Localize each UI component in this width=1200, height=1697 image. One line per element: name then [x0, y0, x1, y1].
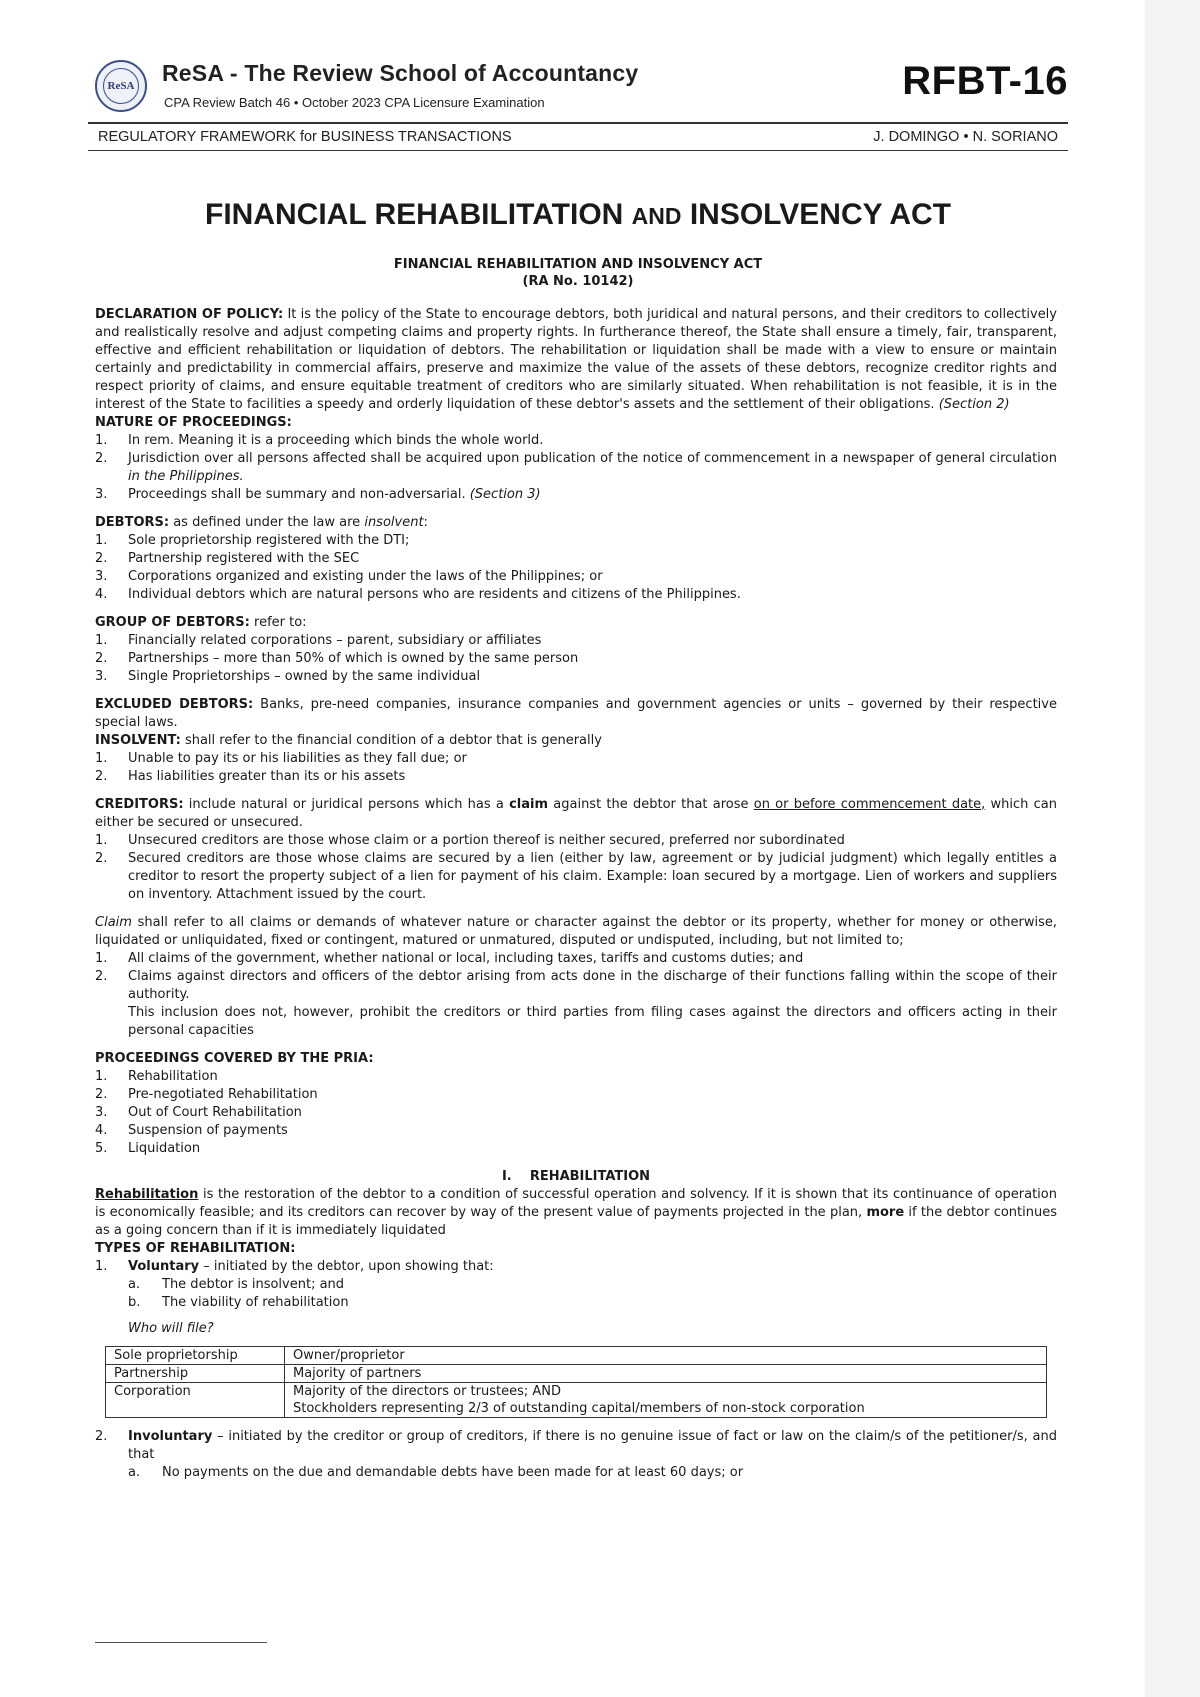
item-letter: a.	[128, 1277, 141, 1292]
declaration-paragraph	[95, 306, 1057, 414]
subtitle	[88, 256, 1068, 290]
voluntary-text: – initiated by the debtor, upon showing that:	[199, 1259, 494, 1274]
table-row	[106, 1383, 1047, 1418]
proceedings-list	[95, 1068, 1057, 1158]
list-item	[95, 1086, 1057, 1104]
table-cell-entity: Corporation	[106, 1383, 285, 1418]
list-item-involuntary	[95, 1428, 1057, 1482]
item-number: 1.	[95, 1069, 108, 1084]
insolvent-list	[95, 750, 1057, 786]
filer-line-1: Majority of the directors or trustees; AND	[293, 1384, 562, 1399]
item-text: Single Proprietorships – owned by the same individual	[128, 669, 481, 684]
subject-name: REGULATORY FRAMEWORK for BUSINESS TRANSACTIONS	[98, 129, 512, 145]
list-item	[95, 1140, 1057, 1158]
item-text: The debtor is insolvent; and	[162, 1277, 345, 1292]
rehab-more: more	[866, 1205, 905, 1220]
list-item	[95, 950, 1057, 968]
item-text: All claims of the government, whether national or local, including taxes, tariffs and customs duties; and	[128, 951, 804, 966]
item-text: Proceedings shall be summary and non-adversarial.	[128, 487, 470, 502]
list-item	[95, 568, 1057, 586]
creditors-label: CREDITORS:	[95, 797, 184, 812]
item-text: Sole proprietorship registered with the DTI;	[128, 533, 410, 548]
document-body	[95, 306, 1057, 1482]
list-item	[95, 832, 1057, 850]
item-number: 3.	[95, 1105, 108, 1120]
voluntary-sublist	[128, 1276, 1057, 1312]
item-letter: a.	[128, 1465, 141, 1480]
item-number: 1.	[95, 751, 108, 766]
item-text: Unsecured creditors are those whose claim or a portion thereof is neither secured, preferred nor subordinated	[128, 833, 845, 848]
list-item	[95, 668, 1057, 686]
types-list-continued	[95, 1428, 1057, 1482]
item-text: Unable to pay its or his liabilities as they fall due; or	[128, 751, 467, 766]
list-item	[95, 586, 1057, 604]
creditors-claim-word: claim	[509, 797, 549, 812]
claim-note: This inclusion does not, however, prohibit the creditors or third parties from filing cases against the directors and officers acting in their personal capacities	[128, 1005, 1057, 1038]
title-part-2: AND	[631, 203, 682, 229]
list-item	[95, 1068, 1057, 1086]
table-cell-filer: Owner/proprietor	[285, 1347, 1047, 1365]
creditors-text-1: include natural or juridical persons which has a	[183, 797, 510, 812]
list-item	[95, 750, 1057, 768]
rehab-word: Rehabilitation	[95, 1187, 199, 1202]
list-item	[95, 1104, 1057, 1122]
involuntary-sublist	[128, 1464, 1057, 1482]
insolvent-intro	[95, 732, 1057, 750]
table-cell-entity: Sole proprietorship	[106, 1347, 285, 1365]
debtors-list	[95, 532, 1057, 604]
school-name: ReSA - The Review School of Accountancy	[162, 60, 639, 86]
item-number: 2.	[95, 551, 108, 566]
claim-word: Claim	[95, 915, 132, 930]
item-text: Claims against directors and officers of the debtor arising from acts done in the discharge of their functions falling within the scope of their authority.	[128, 969, 1057, 1002]
debtors-intro-em: insolvent	[364, 515, 424, 530]
item-number: 1.	[95, 533, 108, 548]
insolvent-section	[95, 732, 1057, 786]
proceedings-section	[95, 1050, 1057, 1158]
header-rule-top	[88, 122, 1068, 124]
item-number: 2.	[95, 1087, 108, 1102]
nature-list	[95, 432, 1057, 504]
list-item	[95, 450, 1057, 486]
logo-text: ReSA	[103, 68, 139, 104]
item-number: 2.	[95, 651, 108, 666]
voluntary-word: Voluntary	[128, 1259, 200, 1274]
table-row	[106, 1347, 1047, 1365]
group-section	[95, 614, 1057, 686]
item-number: 2.	[95, 769, 108, 784]
claim-definition	[95, 914, 1057, 950]
title-part-1: FINANCIAL REHABILITATION	[205, 198, 632, 231]
who-will-file-table	[105, 1346, 1047, 1418]
section-heading-rehabilitation: I. REHABILITATION	[501, 1169, 651, 1184]
claim-list	[95, 950, 1057, 1004]
list-item-voluntary	[95, 1258, 1057, 1338]
filer-line-2: Stockholders representing 2/3 of outstanding capital/members of non-stock corporation	[293, 1401, 865, 1416]
creditors-list	[95, 832, 1057, 904]
item-text: Rehabilitation	[128, 1069, 218, 1084]
types-label: TYPES OF REHABILITATION:	[95, 1241, 296, 1256]
group-label: GROUP OF DEBTORS:	[95, 615, 250, 630]
list-item	[95, 768, 1057, 786]
rehab-text-1: is the restoration of the debtor to a condition of successful operation and solvency. If it is shown that its continuance of operation is economically feasible; and its creditors can recover by way of the present value of payments projected in the plan,	[95, 1187, 1057, 1220]
item-letter: b.	[128, 1295, 141, 1310]
excluded-label: EXCLUDED DEBTORS:	[95, 697, 254, 712]
list-item	[95, 532, 1057, 550]
debtors-intro	[95, 514, 1057, 532]
table-cell-filer: Majority of partners	[285, 1365, 1047, 1383]
debtors-intro-end: :	[423, 515, 428, 530]
creditors-text-3: which can either be secured or unsecured.	[95, 797, 1057, 830]
declaration-label: DECLARATION OF POLICY:	[95, 307, 284, 322]
item-emphasis: (Section 3)	[469, 487, 541, 502]
title-part-3: INSOLVENCY ACT	[681, 198, 951, 231]
table-cell-filer	[285, 1383, 1047, 1418]
group-intro	[95, 614, 1057, 632]
involuntary-word: Involuntary	[128, 1429, 213, 1444]
item-text: Financially related corporations – parent, subsidiary or affiliates	[128, 633, 542, 648]
creditors-section	[95, 796, 1057, 904]
subtitle-line-1: FINANCIAL REHABILITATION AND INSOLVENCY ACT	[393, 257, 763, 272]
item-number: 1.	[95, 951, 108, 966]
declaration-text: It is the policy of the State to encourage debtors, both juridical and natural persons, and their creditors to collectively and realistically resolve and adjust competing claims and property rights. In furtherance thereof, the State shall ensure a timely, fair, transparent, effective and efficient rehabilitation or liquidation of debtors. The rehabilitation or liquidation shall be made with a view to ensure or maintain certainly and predictability in commercial affairs, preserve and maximize the value of the assets of these debtors, recognize creditor rights and respect priority of claims, and ensure equitable treatment of creditors who are similarly situated. When rehabilitation is not feasible, it is in the interest of the State to facilities a speedy and orderly liquidation of these debtor's assets and the settlement of their obligations.	[95, 307, 1057, 412]
excluded-paragraph	[95, 696, 1057, 732]
item-text: Secured creditors are those whose claims are secured by a lien (either by law, agreement or by judicial judgment) which legally entitles a creditor to resort the property subject of a lien for payment of his claim. Example: loan secured by a mortgage. Lien of workers and suppliers on inventory. Attachment issued by the court.	[128, 851, 1057, 902]
item-number: 1.	[95, 833, 108, 848]
item-text: Liquidation	[128, 1141, 201, 1156]
list-item	[128, 1276, 1057, 1294]
header-rule-bottom	[88, 150, 1068, 151]
creditors-text-2: against the debtor that arose	[548, 797, 754, 812]
insolvent-intro-text: shall refer to the financial condition of a debtor that is generally	[180, 733, 602, 748]
debtors-section	[95, 514, 1057, 604]
group-list	[95, 632, 1057, 686]
subtitle-line-2: (RA No. 10142)	[522, 274, 634, 289]
list-item	[95, 632, 1057, 650]
item-number: 2.	[95, 969, 108, 984]
item-number: 3.	[95, 487, 108, 502]
authors: J. DOMINGO • N. SORIANO	[873, 129, 1058, 145]
nature-label: NATURE OF PROCEEDINGS:	[95, 415, 292, 430]
claim-section	[95, 914, 1057, 1040]
item-number: 1.	[95, 433, 108, 448]
item-emphasis: in the Philippines.	[128, 469, 244, 484]
list-item	[95, 486, 1057, 504]
creditors-intro	[95, 796, 1057, 832]
batch-info: CPA Review Batch 46 • October 2023 CPA Licensure Examination	[164, 95, 545, 110]
group-intro-text: refer to:	[249, 615, 307, 630]
item-text: Out of Court Rehabilitation	[128, 1105, 302, 1120]
item-number: 3.	[95, 569, 108, 584]
item-number: 1.	[95, 633, 108, 648]
rehab-text-2: if the debtor continues as a going concern than if it is immediately liquidated	[95, 1205, 1057, 1238]
list-item	[95, 650, 1057, 668]
item-number: 2.	[95, 451, 108, 466]
item-text: No payments on the due and demandable debts have been made for at least 60 days; or	[162, 1465, 744, 1480]
item-text: Has liabilities greater than its or his assets	[128, 769, 406, 784]
item-number: 4.	[95, 587, 108, 602]
proceedings-label: PROCEEDINGS COVERED BY THE PRIA:	[95, 1051, 374, 1066]
document-header	[88, 54, 1068, 154]
rehabilitation-paragraph	[95, 1186, 1057, 1240]
types-section	[95, 1240, 1057, 1482]
types-list	[95, 1258, 1057, 1338]
item-text: Corporations organized and existing under the laws of the Philippines; or	[128, 569, 603, 584]
item-number: 5.	[95, 1141, 108, 1156]
item-text: Partnership registered with the SEC	[128, 551, 360, 566]
item-text: Pre-negotiated Rehabilitation	[128, 1087, 318, 1102]
debtors-label: DEBTORS:	[95, 515, 170, 530]
item-number: 4.	[95, 1123, 108, 1138]
item-text: In rem. Meaning it is a proceeding which binds the whole world.	[128, 433, 544, 448]
table-row	[106, 1365, 1047, 1383]
list-item	[128, 1294, 1057, 1312]
handout-code: RFBT-16	[902, 59, 1068, 103]
item-number: 3.	[95, 669, 108, 684]
page-title	[88, 198, 1068, 232]
table-cell-entity: Partnership	[106, 1365, 285, 1383]
resa-logo	[95, 60, 147, 112]
creditors-underlined: on or before commencement date,	[753, 797, 986, 812]
item-text: The viability of rehabilitation	[162, 1295, 349, 1310]
nature-section	[95, 414, 1057, 504]
item-number: 2.	[95, 1429, 108, 1444]
page-edge	[1145, 0, 1200, 1697]
involuntary-text: – initiated by the creditor or group of creditors, if there is no genuine issue of fact or law on the claim/s of the petitioner/s, and that	[128, 1429, 1057, 1462]
who-will-file: Who will file?	[128, 1321, 214, 1336]
insolvent-label: INSOLVENT:	[95, 733, 181, 748]
item-number: 1.	[95, 1259, 108, 1274]
list-item	[128, 1464, 1057, 1482]
item-text: Partnerships – more than 50% of which is owned by the same person	[128, 651, 579, 666]
excluded-text: Banks, pre-need companies, insurance companies and government agencies or units – governed by their respective special laws.	[95, 697, 1057, 730]
declaration-ref: (Section 2)	[938, 397, 1010, 412]
item-text: Jurisdiction over all persons affected shall be acquired upon publication of the notice of commencement in a newspaper of general circulation	[128, 451, 1057, 466]
list-item	[95, 432, 1057, 450]
item-text: Individual debtors which are natural persons who are residents and citizens of the Philippines.	[128, 587, 741, 602]
debtors-intro-text: as defined under the law are	[169, 515, 365, 530]
item-text: Suspension of payments	[128, 1123, 288, 1138]
list-item	[95, 968, 1057, 1004]
item-number: 2.	[95, 851, 108, 866]
list-item	[95, 850, 1057, 904]
footnote-rule	[95, 1642, 267, 1643]
list-item	[95, 550, 1057, 568]
list-item	[95, 1122, 1057, 1140]
claim-text: shall refer to all claims or demands of whatever nature or character against the debtor or its property, whether for money or otherwise, liquidated or unliquidated, fixed or contingent, matured or unmatured, disputed or undisputed, including, but not limited to;	[95, 915, 1057, 948]
